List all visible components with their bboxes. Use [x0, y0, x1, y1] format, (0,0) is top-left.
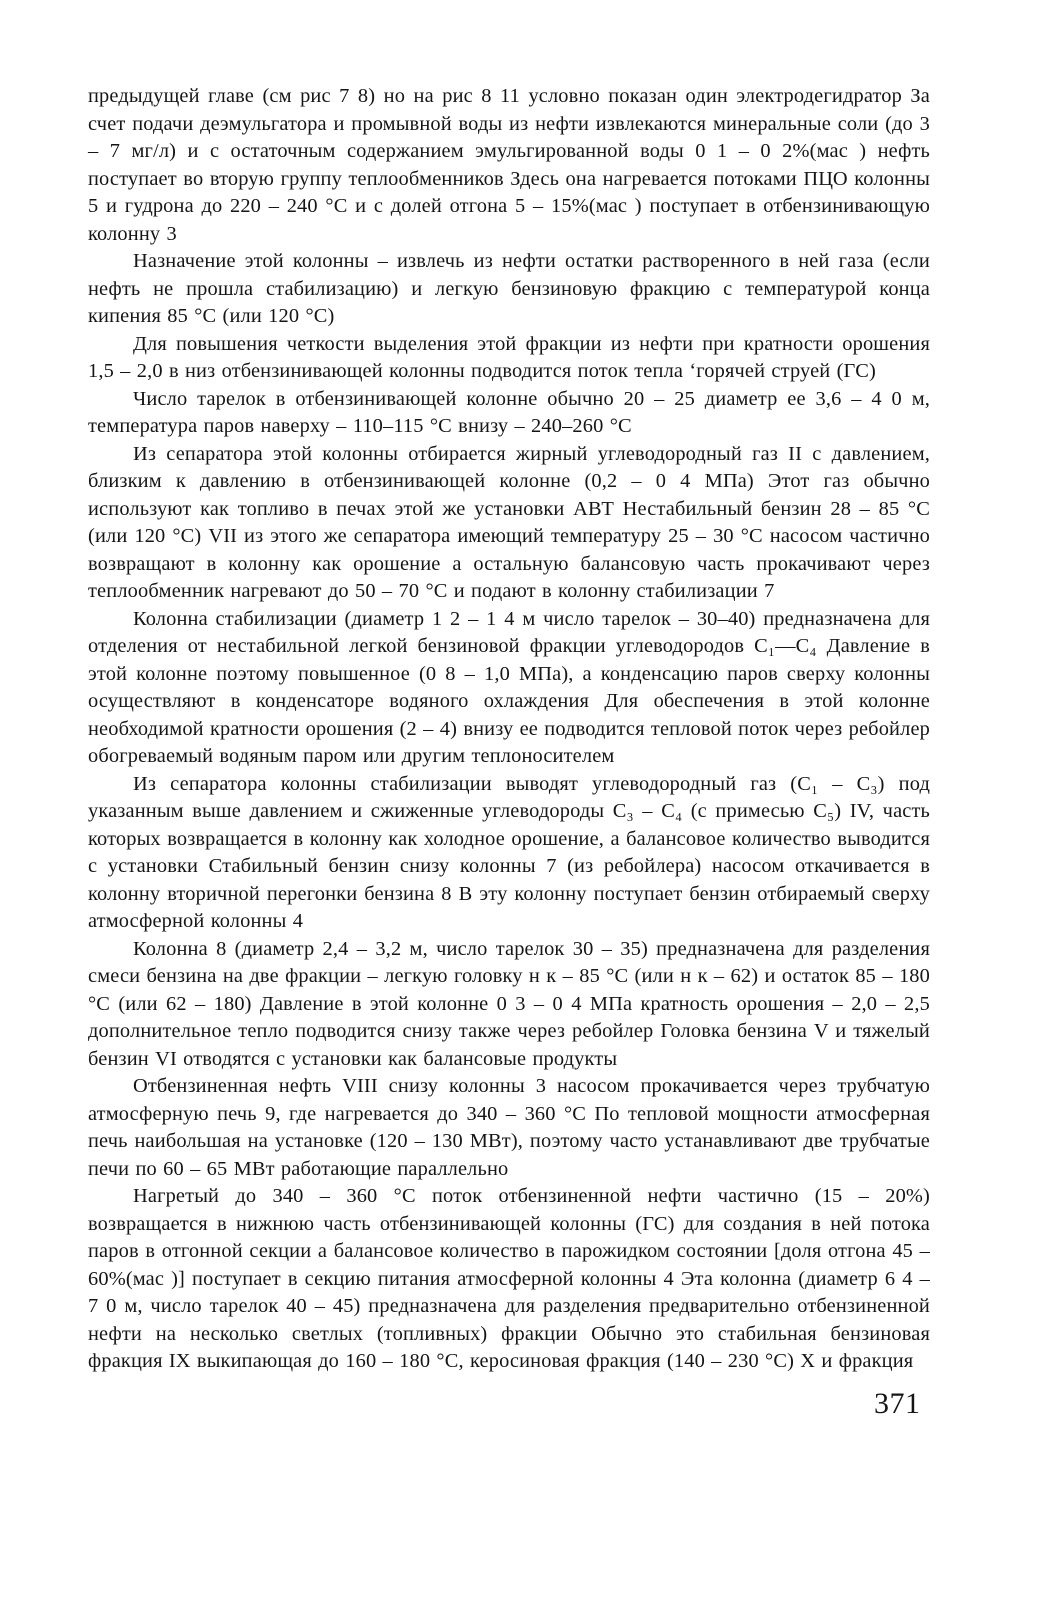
paragraph: Из сепаратора этой колонны отбирается жирный углеводородный газ II с давлением, близким к давлению в отбензинивающей колонне (0,2 – 0 4 МПа) Этот газ обычно используют как топливо в печах этой же установки АВТ Нестабильный бензин 28 – 85 °С (или 120 °С) VII из этого же сепаратора имеющий температуру 25 – 30 °С насосом частично возвращают в колонну как орошение а остальную балансовую часть прокачивают через теплообменник нагревают до 50 – 70 °С и подают в колонну стабилизации 7 [88, 442, 930, 602]
paragraph: Отбензиненная нефть VIII снизу колонны 3 насосом прокачивается через трубчатую атмосферную печь 9, где нагревается до 340 – 360 °С По тепловой мощности атмосферная печь наибольшая на установке (120 – 130 МВт), поэтому часто устанавливают две трубчатые печи по 60 – 65 МВт работающие параллельно [88, 1075, 930, 1180]
paragraph: Колонна 8 (диаметр 2,4 – 3,2 м, число тарелок 30 – 35) предназначена для разделения смеси бензина на две фракции – легкую головку н к – 85 °С (или н к – 62) и остаток 85 – 180 °С (или 62 – 180) Давление в этой колонне 0 3 – 0 4 МПа кратность орошения – 2,0 – 2,5 дополнительное тепло подводится снизу также через ребойлер Головка бензина V и тяжелый бензин VI отводятся с установки как балансовые продукты [88, 937, 930, 1070]
paragraph: Нагретый до 340 – 360 °С поток отбензиненной нефти частично (15 – 20%) возвращается в нижнюю часть отбензинивающей колонны (ГС) для создания в ней потока паров в отгонной секции а балансовое количество в парожидком состоянии [доля отгона 45 – 60%(мас )] поступает в секцию питания атмосферной колонны 4 Эта колонна (диаметр 6 4 – 7 0 м, число тарелок 40 – 45) предназначена для разделения предварительно отбензиненной нефти на несколько светлых (топливных) фракции Обычно это стабильная бензиновая фракция IX выкипающая до 160 – 180 °С, керосиновая фракция (140 – 230 °С) X и фракция [88, 1185, 930, 1372]
book-page [88, 83, 930, 1523]
paragraph: Для повышения четкости выделения этой фракции из нефти при кратности орошения 1,5 – 2,0 в низ отбензинивающей колонны подводится поток тепла ‘горячей струей (ГС) [88, 332, 930, 382]
paragraph: Из сепаратора колонны стабилизации выводят углеводородный газ (C₁ – C₃) под указанным выше давлением и сжиженные углеводороды C₃ – C₄ (с примесью C₅) IV, часть которых возвращается в колонну как холодное орошение, а балансовое количество выводится с установки Стабильный бензин снизу колонны 7 (из ребойлера) насосом откачивается в колонну вторичной перегонки бензина 8 В эту колонну поступает бензин отбираемый сверху атмосферной колонны 4 [88, 772, 930, 932]
paragraph: предыдущей главе (см рис 7 8) но на рис 8 11 условно показан один электродегидратор За счет подачи деэмульгатора и промывной воды из нефти извлекаются минеральные соли (до 3 – 7 мг/л) и с остаточным содержанием эмульгированной воды 0 1 – 0 2%(мас ) нефть поступает во вторую группу теплообменников Здесь она нагревается потоками ПЦО колонны 5 и гудрона до 220 – 240 °С и с долей отгона 5 – 15%(мас ) поступает в отбензинивающую колонну 3 [88, 85, 930, 245]
paragraph: Число тарелок в отбензинивающей колонне обычно 20 – 25 диаметр ее 3,6 – 4 0 м, температура паров наверху – 110–115 °С внизу – 240–260 °С [88, 387, 930, 437]
paragraph: Колонна стабилизации (диаметр 1 2 – 1 4 м число тарелок – 30–40) предназначена для отделения от нестабильной легкой бензиновой фракции углеводородов C₁—C₄ Давление в этой колонне поэтому повышенное (0 8 – 1,0 МПа), а конденсацию паров сверху колонны осуществляют в конденсаторе водяного охлаждения Для обеспечения в этой колонне необходимой кратности орошения (2 – 4) внизу ее подводится тепловой поток через ребойлер обогреваемый водяным паром или другим теплоносителем [88, 607, 930, 767]
paragraph: Назначение этой колонны – извлечь из нефти остатки растворенного в ней газа (если нефть не прошла стабилизацию) и легкую бензиновую фракцию с температурой конца кипения 85 °С (или 120 °С) [88, 250, 930, 327]
page-number: 371 [874, 1387, 921, 1420]
